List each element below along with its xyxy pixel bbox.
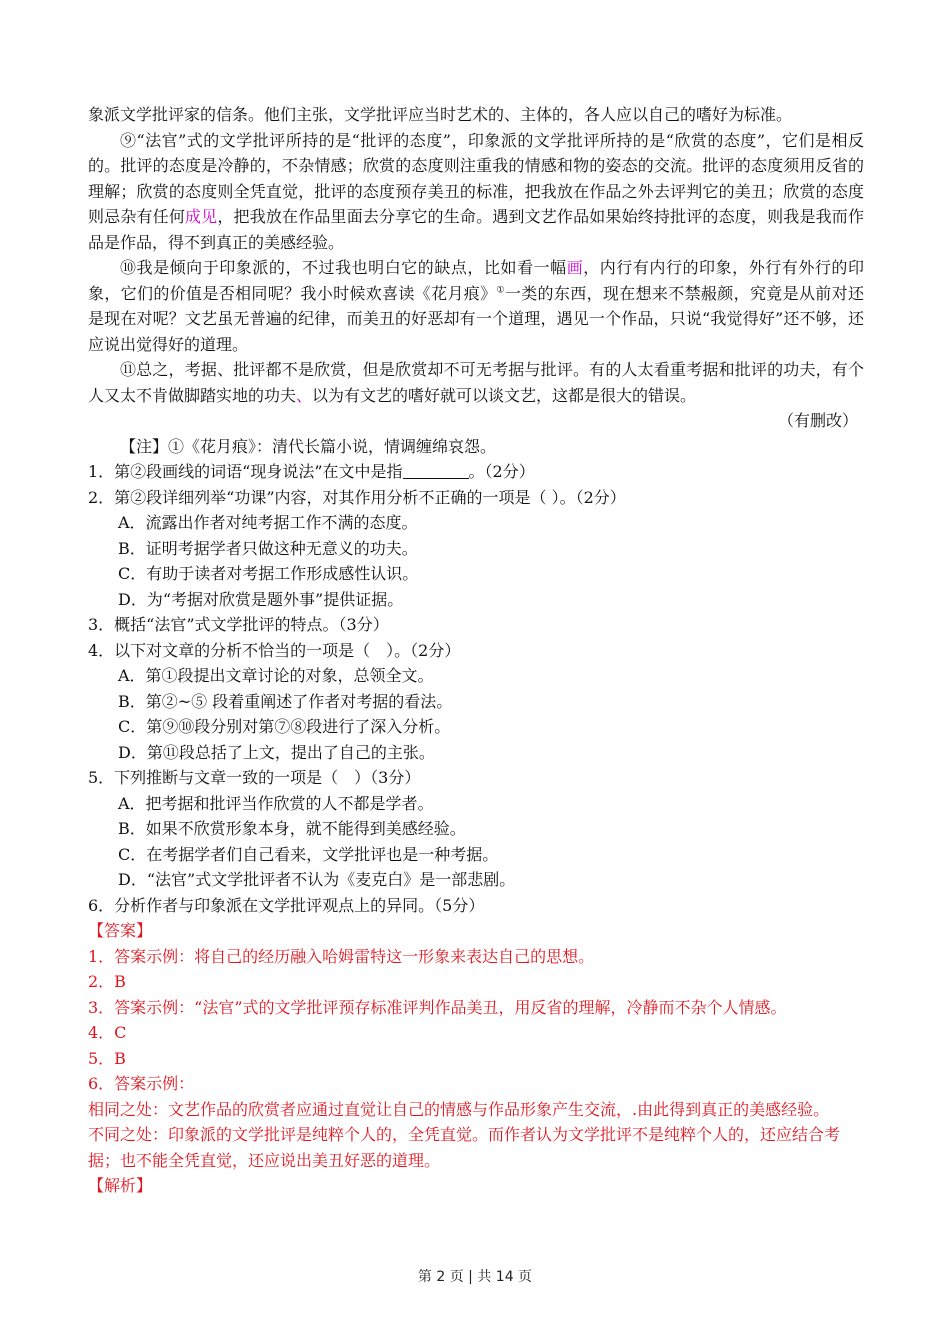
- question-4-option-d: D．第⑪段总括了上文，提出了自己的主张。: [118, 742, 435, 762]
- question-5-option-a: A．把考据和批评当作欣赏的人不都是学者。: [118, 793, 434, 813]
- answer-item: 6．答案示例：: [88, 1074, 195, 1093]
- document-body: [88, 102, 864, 1199]
- answer-item: 5．B: [88, 1048, 126, 1068]
- answer-item: 2．B: [88, 972, 126, 991]
- page-footer: 第 2 页 | 共 14 页: [417, 1269, 533, 1285]
- highlight-mark: 、: [296, 385, 313, 405]
- question-2: 2．第②段详细列举“功课”内容，对其作用分析不正确的一项是（ ）。（2分）: [88, 487, 626, 507]
- question-1: 1．第②段画线的词语“现身说法”在文中是指 。（2分）: [88, 462, 535, 481]
- passage-paragraph-9: ⑨“法官”式的文学批评所持的是“批评的态度”，印象派的文学批评所持的是“欣赏的态度”，它们是相反的。批评的态度是冷静的，不杂情感；欣赏的态度则注重我的情感和物的姿态的交流。批评的态度须用反省的理解；欣赏的态度则全凭直觉，批评的态度预存美丑的标准，把我放在作品之外去评判它的美丑；欣赏的态度则忌杂有任何成见，把我放在作品里面去分享它的生命。遇到文艺作品如果始终持批评的态度，则我是我而作品是作品，得不到真正的美感经验。: [88, 130, 864, 252]
- passage-paragraph-11: ⑪总之，考据、批评都不是欣赏，但是欣赏却不可无考据与批评。有的人太看重考据和批评的功夫，有个人又太不肯做脚踏实地的功夫、以为有文艺的嗜好就可以谈文艺，这都是很大的错误。: [88, 360, 864, 405]
- question-2-option-c: C．有助于读者对考据工作形成感性认识。: [118, 564, 419, 583]
- question-2-option-d: D．为“考据对欣赏是题外事”提供证据。: [118, 589, 404, 609]
- answer-blank: [403, 462, 469, 479]
- answer-item: 4．C: [88, 1023, 127, 1042]
- question-4: 4．以下对文章的分析不恰当的一项是（ ）。（2分）: [88, 640, 461, 660]
- footnote: 【注】①《花月痕》：清代长篇小说，情调缠绵哀怨。: [120, 436, 497, 456]
- highlight-word: 画: [566, 258, 584, 277]
- question-6: 6．分析作者与印象派在文学批评观点上的异同。（5分）: [88, 895, 485, 915]
- source-note: （有删改）: [777, 411, 858, 430]
- answer-item: 3．答案示例：“法官”式的文学批评预存标准评判作品美丑，用反省的理解，冷静而不杂个人情感。: [88, 997, 787, 1017]
- question-5-option-d: D．“法官”式文学批评者不认为《麦克白》是一部悲剧。: [118, 870, 516, 889]
- question-5-option-b: B．如果不欣赏形象本身，就不能得到美感经验。: [118, 819, 466, 838]
- question-5-option-c: C．在考据学者们自己看来，文学批评也是一种考据。: [118, 844, 499, 864]
- analysis-heading: 【解析】: [88, 1176, 153, 1195]
- question-2-option-b: B．证明考据学者只做这种无意义的功夫。: [118, 538, 418, 558]
- highlight-word: 成见: [185, 207, 218, 226]
- answers-section: [88, 918, 864, 1199]
- question-4-option-b: B．第②~⑤ 段着重阐述了作者对考据的看法。: [118, 691, 453, 711]
- answer-item: 相同之处：文艺作品的欣赏者应通过直觉让自己的情感与作品形象产生交流，.由此得到真正的美感经验。: [88, 1099, 830, 1119]
- passage-paragraph-continued: 象派文学批评家的信条。他们主张，文学批评应当时艺术的、主体的，各人应以自己的嗜好为标准。: [88, 105, 793, 124]
- questions: [88, 459, 864, 918]
- question-5: 5．下列推断与文章一致的一项是（ ）（3分）: [88, 768, 421, 787]
- question-3: 3．概括“法官”式文学批评的特点。（3分）: [88, 615, 389, 634]
- answers-heading: 【答案】: [88, 921, 153, 940]
- footnote-marker: ①: [496, 285, 505, 296]
- answer-item: 1．答案示例：将自己的经历融入哈姆雷特这一形象来表达自己的思想。: [88, 946, 595, 966]
- question-4-option-c: C．第⑨⑩段分别对第⑦⑧段进行了深入分析。: [118, 717, 451, 736]
- question-4-option-a: A．第①段提出文章讨论的对象，总领全文。: [118, 666, 434, 685]
- answer-item: 不同之处：印象派的文学批评是纯粹个人的，全凭直觉。而作者认为文学批评不是纯粹个人的，还应结合考据；也不能全凭直觉，还应说出美丑好恶的道理。: [88, 1125, 841, 1170]
- passage-paragraph-10: ⑩我是倾向于印象派的，不过我也明白它的缺点，比如看一幅画，内行有内行的印象，外行有外行的印象，它们的价值是否相同呢？我小时候欢喜读《花月痕》①一类的东西，现在想来不禁赧颜，究竟是从前对还是现在对呢？文艺虽无普遍的纪律，而美丑的好恶却有一个道理，遇见一个作品，只说“我觉得好”还不够，还应说出觉得好的道理。: [88, 258, 864, 354]
- question-2-option-a: A．流露出作者对纯考据工作不满的态度。: [118, 513, 418, 532]
